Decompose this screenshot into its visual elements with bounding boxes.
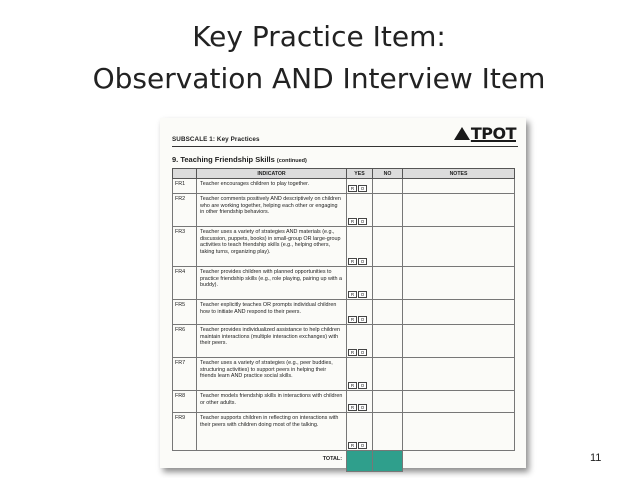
indicator-text: Teacher models friendship skills in interactions with children or other adults. (197, 391, 347, 413)
indicator-row (173, 267, 515, 300)
subscale-label: SUBSCALE 1: Key Practices (172, 136, 260, 143)
rating-o-mark: O (358, 258, 367, 265)
yes-cell[interactable] (347, 267, 373, 300)
yes-cell[interactable] (347, 179, 373, 194)
indicator-row (173, 194, 515, 227)
notes-cell[interactable] (403, 194, 515, 227)
indicator-row (173, 300, 515, 325)
rating-marks (348, 316, 368, 323)
no-cell[interactable] (373, 300, 403, 325)
yes-cell[interactable] (347, 227, 373, 267)
yes-cell[interactable] (347, 358, 373, 391)
indicator-code: FR1 (173, 179, 197, 194)
tpot-logo-triangle-icon (454, 127, 470, 140)
rating-marks (348, 382, 368, 389)
rating-r-mark: R (348, 218, 357, 225)
rating-o-mark: O (358, 291, 367, 298)
rating-r-mark: R (348, 316, 357, 323)
rating-marks (348, 404, 368, 411)
no-cell[interactable] (373, 227, 403, 267)
indicator-text: Teacher comments positively AND descriptively on children who are working together, helping each other or engaging in other friendship behaviors. (197, 194, 347, 227)
section-title: 9. Teaching Friendship Skills (continued) (172, 155, 307, 164)
indicator-code: FR8 (173, 391, 197, 413)
notes-cell[interactable] (403, 358, 515, 391)
indicator-row (173, 227, 515, 267)
yes-cell[interactable] (347, 413, 373, 451)
indicator-row (173, 179, 515, 194)
no-cell[interactable] (373, 391, 403, 413)
subscale-divider (172, 146, 518, 147)
notes-cell[interactable] (403, 325, 515, 358)
indicator-text: Teacher encourages children to play together. (197, 179, 347, 194)
slide-title-line-1: Key Practice Item: (192, 20, 446, 53)
no-cell[interactable] (373, 179, 403, 194)
rating-marks (348, 349, 368, 356)
rating-o-mark: O (358, 442, 367, 449)
rating-o-mark: O (358, 349, 367, 356)
indicator-row (173, 325, 515, 358)
total-no-cell (373, 451, 403, 472)
notes-cell[interactable] (403, 227, 515, 267)
indicator-code: FR7 (173, 358, 197, 391)
total-row (173, 451, 515, 472)
notes-cell[interactable] (403, 300, 515, 325)
rating-o-mark: O (358, 404, 367, 411)
indicator-table (172, 168, 515, 472)
no-cell[interactable] (373, 358, 403, 391)
rating-marks (348, 291, 368, 298)
rating-r-mark: R (348, 258, 357, 265)
yes-cell[interactable] (347, 300, 373, 325)
no-cell[interactable] (373, 267, 403, 300)
rating-o-mark: O (358, 185, 367, 192)
indicator-header: INDICATOR (197, 169, 347, 179)
notes-cell[interactable] (403, 413, 515, 451)
indicator-code: FR5 (173, 300, 197, 325)
rating-marks (348, 442, 368, 449)
rating-r-mark: R (348, 442, 357, 449)
indicator-row (173, 413, 515, 451)
yes-cell[interactable] (347, 325, 373, 358)
rating-marks (348, 258, 368, 265)
indicator-text: Teacher provides individualized assistance to help children maintain interactions (multiple interaction exchanges) with their peers. (197, 325, 347, 358)
total-label: TOTAL: (322, 456, 342, 462)
notes-header: NOTES (403, 169, 515, 179)
rating-o-mark: O (358, 218, 367, 225)
indicator-text: Teacher uses a variety of strategies AND materials (e.g., discussion, puppets, books) in small-group OR large-group activities to teach friendship skills (e.g., helping others, taking turns, organizing play). (197, 227, 347, 267)
no-cell[interactable] (373, 325, 403, 358)
indicator-row (173, 358, 515, 391)
indicator-text: Teacher provides children with planned opportunities to practice friendship skills (e.g., role playing, pairing up with a buddy). (197, 267, 347, 300)
rating-o-mark: O (358, 382, 367, 389)
yes-cell[interactable] (347, 391, 373, 413)
indicator-code: FR3 (173, 227, 197, 267)
rating-r-mark: R (348, 185, 357, 192)
blank-header (173, 169, 197, 179)
notes-cell[interactable] (403, 179, 515, 194)
scanned-form-image (160, 118, 526, 468)
yes-header: YES (347, 169, 373, 179)
indicator-text: Teacher uses a variety of strategies (e.g., peer buddies, structuring activities) to support peers in helping their friends learn AND practice social skills. (197, 358, 347, 391)
rating-o-mark: O (358, 316, 367, 323)
rating-r-mark: R (348, 349, 357, 356)
tpot-logo: TPOT (454, 124, 516, 143)
table-header-row (173, 169, 515, 179)
rating-r-mark: R (348, 404, 357, 411)
indicator-code: FR6 (173, 325, 197, 358)
indicator-row (173, 391, 515, 413)
indicator-text: Teacher supports children in reflecting on interactions with their peers with children doing most of the talking. (197, 413, 347, 451)
indicator-text: Teacher explicitly teaches OR prompts individual children how to initiate AND respond to their peers. (197, 300, 347, 325)
page-number: 11 (590, 452, 602, 464)
indicator-code: FR2 (173, 194, 197, 227)
yes-cell[interactable] (347, 194, 373, 227)
total-yes-cell (347, 451, 373, 472)
no-header: NO (373, 169, 403, 179)
notes-cell[interactable] (403, 391, 515, 413)
no-cell[interactable] (373, 194, 403, 227)
rating-r-mark: R (348, 291, 357, 298)
indicator-code: FR9 (173, 413, 197, 451)
rating-r-mark: R (348, 382, 357, 389)
indicator-code: FR4 (173, 267, 197, 300)
rating-marks (348, 218, 368, 225)
rating-marks (348, 185, 368, 192)
no-cell[interactable] (373, 413, 403, 451)
slide-title-line-2: Observation AND Interview Item (92, 62, 546, 95)
notes-cell[interactable] (403, 267, 515, 300)
